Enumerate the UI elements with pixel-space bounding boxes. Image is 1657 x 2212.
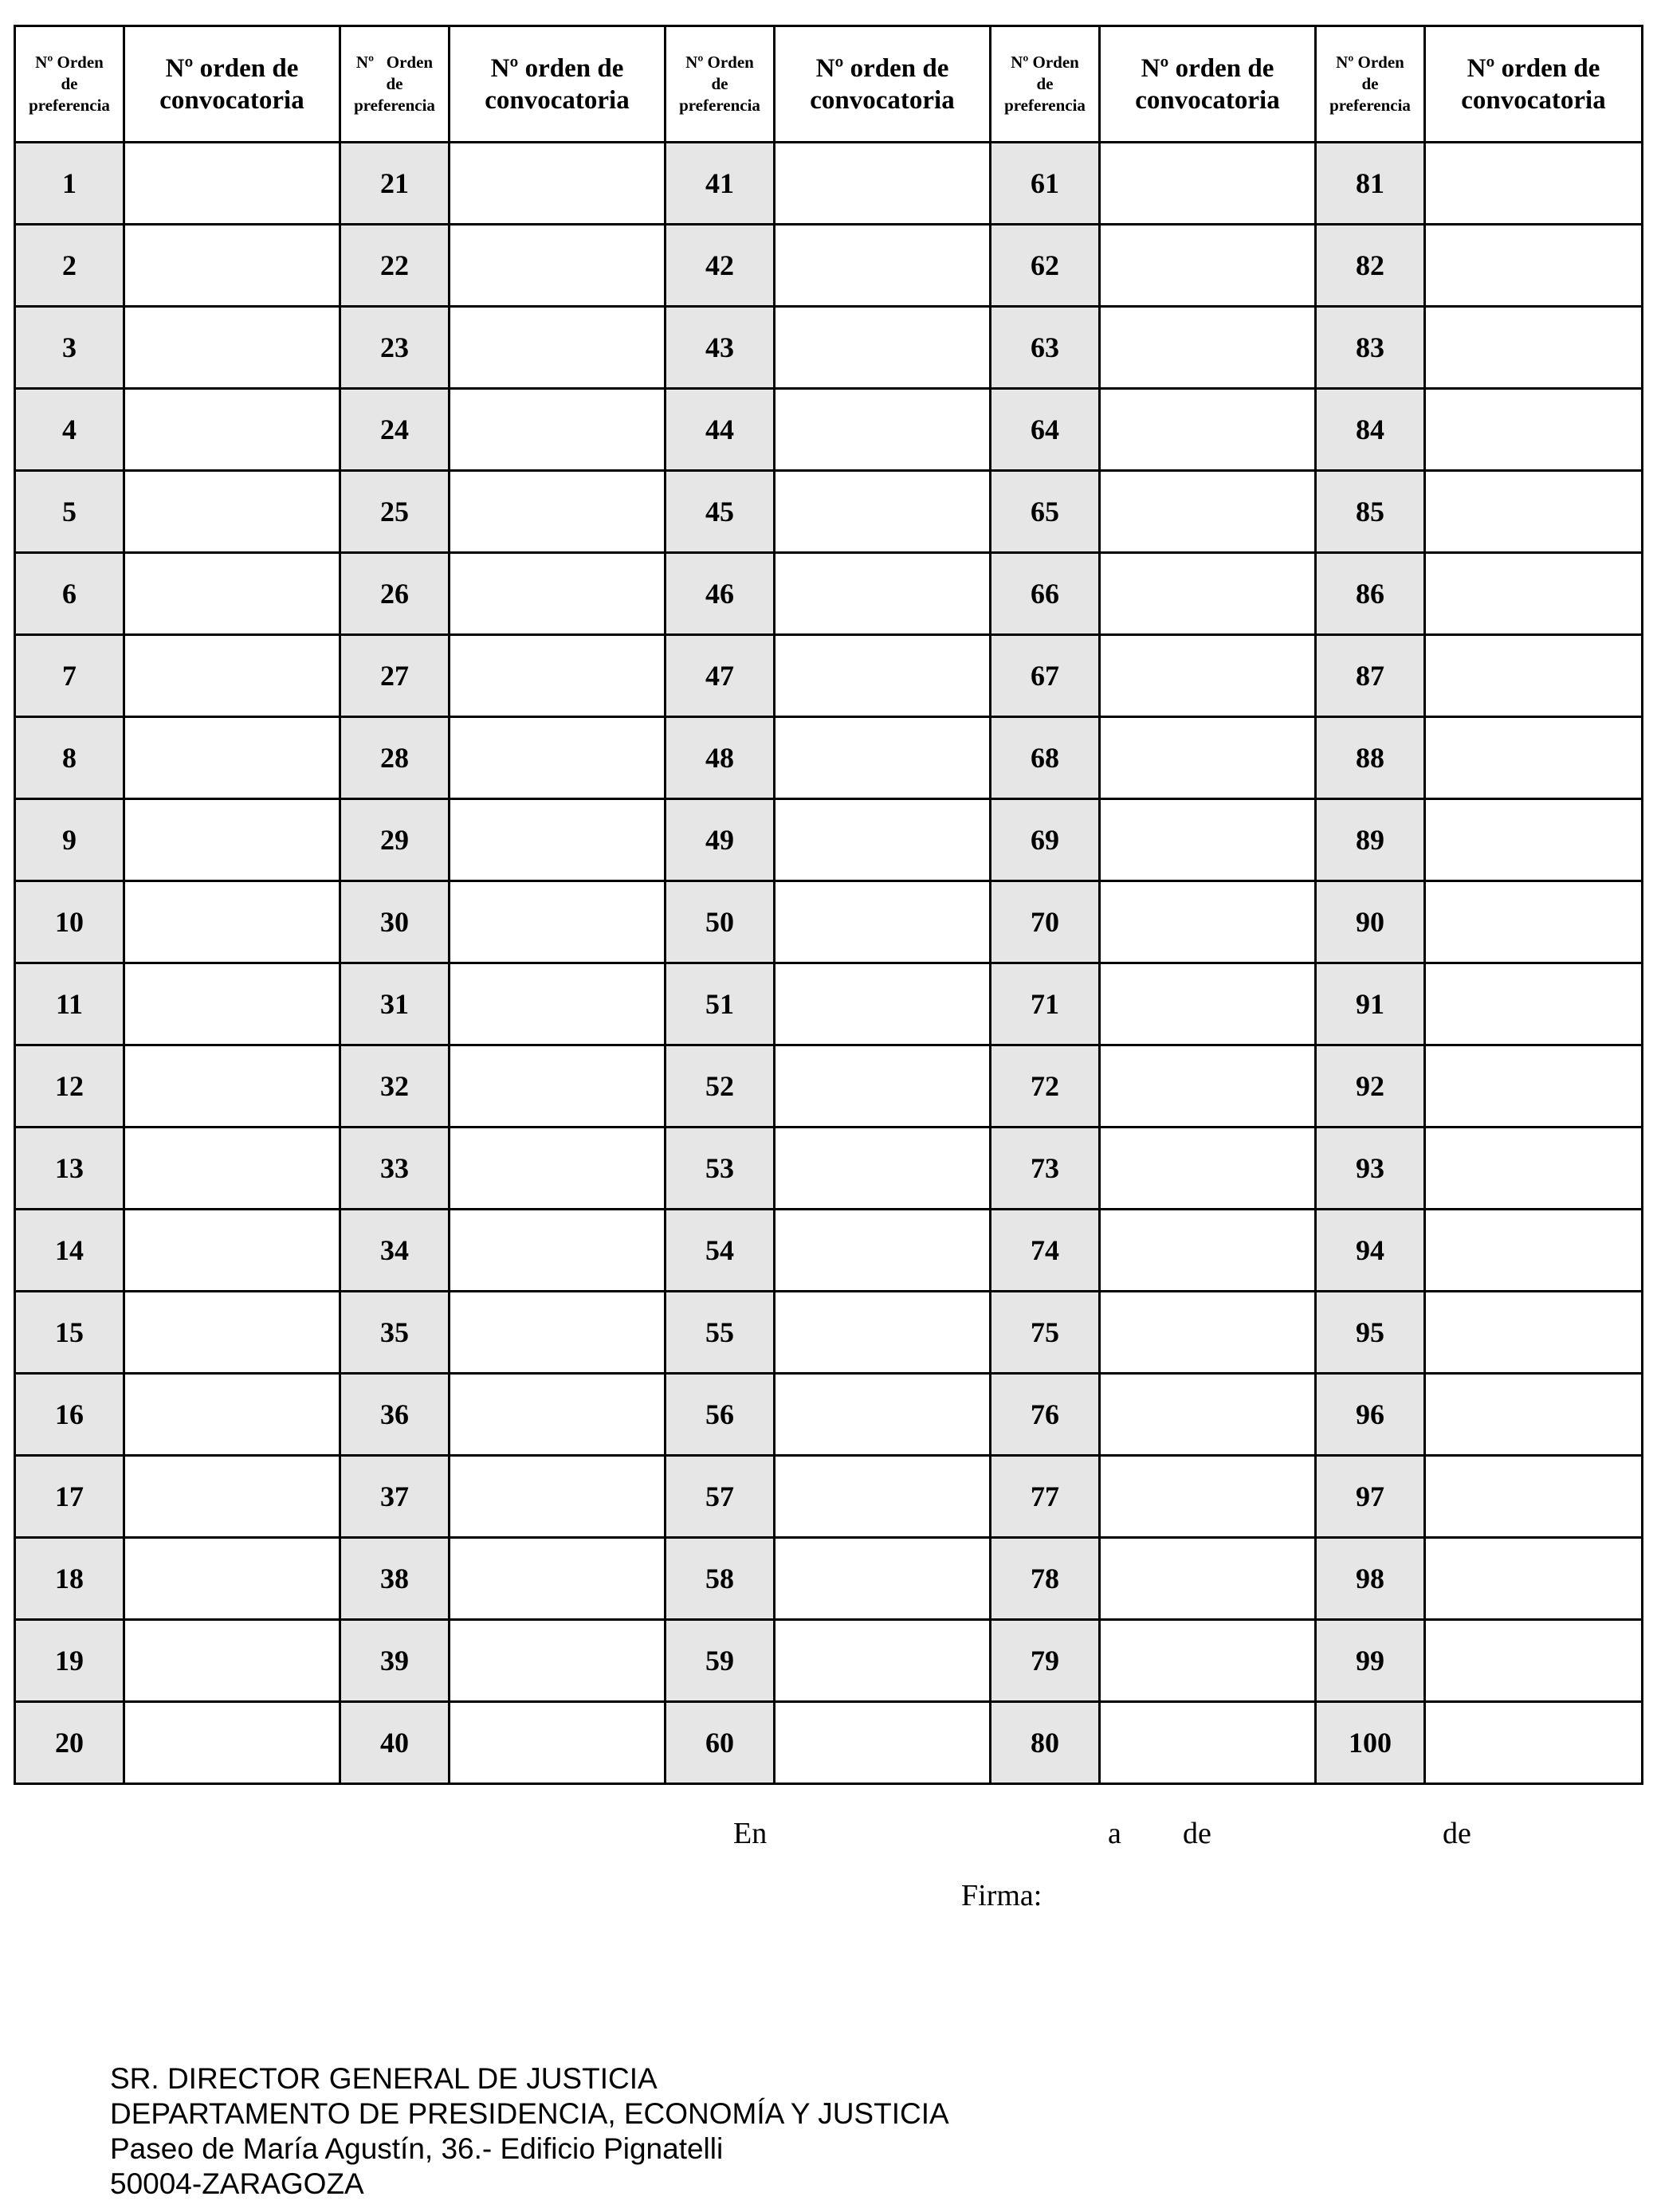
call-order-entry-cell[interactable] <box>1100 799 1316 881</box>
preference-number-cell: 59 <box>666 1620 775 1702</box>
preference-number-cell: 57 <box>666 1456 775 1538</box>
call-order-entry-cell[interactable] <box>450 1538 666 1620</box>
preference-number-cell: 10 <box>15 881 124 963</box>
call-order-entry-cell[interactable] <box>124 307 340 389</box>
preference-number-cell: 67 <box>991 635 1100 717</box>
call-order-entry-cell[interactable] <box>1425 1210 1643 1292</box>
call-order-entry-cell[interactable] <box>775 1210 991 1292</box>
address-recipient: SR. DIRECTOR GENERAL DE JUSTICIA <box>110 2062 658 2095</box>
preference-number-cell: 50 <box>666 881 775 963</box>
call-order-entry-cell[interactable] <box>1425 963 1643 1045</box>
call-order-entry-cell[interactable] <box>450 471 666 553</box>
preference-number-cell: 20 <box>15 1702 124 1784</box>
call-order-entry-cell[interactable] <box>1100 717 1316 799</box>
preference-number-cell: 49 <box>666 799 775 881</box>
call-order-entry-cell[interactable] <box>775 635 991 717</box>
preference-number-cell: 31 <box>340 963 450 1045</box>
preference-number-cell: 64 <box>991 389 1100 471</box>
preference-table <box>14 25 1643 1785</box>
header-call-order: Nº orden de convocatoria <box>450 26 666 143</box>
call-order-entry-cell[interactable] <box>450 1045 666 1128</box>
preference-number-cell: 99 <box>1316 1620 1425 1702</box>
call-order-entry-cell[interactable] <box>450 1456 666 1538</box>
call-order-entry-cell[interactable] <box>450 881 666 963</box>
call-order-entry-cell[interactable] <box>124 225 340 307</box>
preference-number-cell: 13 <box>15 1128 124 1210</box>
preference-number-cell: 84 <box>1316 389 1425 471</box>
preference-number-cell: 87 <box>1316 635 1425 717</box>
preference-number-cell: 65 <box>991 471 1100 553</box>
preference-number-cell: 21 <box>340 143 450 225</box>
call-order-entry-cell[interactable] <box>124 799 340 881</box>
preference-number-cell: 30 <box>340 881 450 963</box>
call-order-entry-cell[interactable] <box>1100 635 1316 717</box>
call-order-entry-cell[interactable] <box>1100 1538 1316 1620</box>
call-order-entry-cell[interactable] <box>450 1374 666 1456</box>
call-order-entry-cell[interactable] <box>1425 799 1643 881</box>
call-order-entry-cell[interactable] <box>1425 1292 1643 1374</box>
preference-number-cell: 18 <box>15 1538 124 1620</box>
preference-number-cell: 89 <box>1316 799 1425 881</box>
table-row <box>15 225 1643 307</box>
table-row <box>15 1128 1643 1210</box>
call-order-entry-cell[interactable] <box>1425 1128 1643 1210</box>
address-department: DEPARTAMENTO DE PRESIDENCIA, ECONOMÍA Y JUSTICIA <box>110 2097 949 2130</box>
table-row <box>15 1374 1643 1456</box>
table-row <box>15 1210 1643 1292</box>
call-order-entry-cell[interactable] <box>124 1538 340 1620</box>
preference-number-cell: 83 <box>1316 307 1425 389</box>
table-row <box>15 1045 1643 1128</box>
preference-number-cell: 96 <box>1316 1374 1425 1456</box>
table-row <box>15 1620 1643 1702</box>
preference-number-cell: 39 <box>340 1620 450 1702</box>
preference-number-cell: 9 <box>15 799 124 881</box>
call-order-entry-cell[interactable] <box>450 1128 666 1210</box>
preference-number-cell: 74 <box>991 1210 1100 1292</box>
call-order-entry-cell[interactable] <box>450 143 666 225</box>
preference-number-cell: 93 <box>1316 1128 1425 1210</box>
preference-number-cell: 37 <box>340 1456 450 1538</box>
call-order-entry-cell[interactable] <box>775 717 991 799</box>
call-order-entry-cell[interactable] <box>1425 389 1643 471</box>
preference-number-cell: 19 <box>15 1620 124 1702</box>
preference-number-cell: 43 <box>666 307 775 389</box>
call-order-entry-cell[interactable] <box>775 1702 991 1784</box>
preference-number-cell: 85 <box>1316 471 1425 553</box>
table-row <box>15 799 1643 881</box>
call-order-entry-cell[interactable] <box>1425 881 1643 963</box>
preference-number-cell: 6 <box>15 553 124 635</box>
preference-number-cell: 82 <box>1316 225 1425 307</box>
call-order-entry-cell[interactable] <box>450 1292 666 1374</box>
preference-number-cell: 75 <box>991 1292 1100 1374</box>
year-label: de <box>1443 1817 1471 1850</box>
address-city: 50004-ZARAGOZA <box>110 2167 364 2200</box>
preference-number-cell: 81 <box>1316 143 1425 225</box>
preference-number-cell: 54 <box>666 1210 775 1292</box>
call-order-entry-cell[interactable] <box>1100 1620 1316 1702</box>
table-row <box>15 307 1643 389</box>
call-order-entry-cell[interactable] <box>1425 635 1643 717</box>
call-order-entry-cell[interactable] <box>124 1128 340 1210</box>
call-order-entry-cell[interactable] <box>775 553 991 635</box>
preference-number-cell: 95 <box>1316 1292 1425 1374</box>
preference-number-cell: 22 <box>340 225 450 307</box>
preference-number-cell: 77 <box>991 1456 1100 1538</box>
call-order-entry-cell[interactable] <box>1100 1045 1316 1128</box>
call-order-entry-cell[interactable] <box>1425 307 1643 389</box>
call-order-entry-cell[interactable] <box>775 143 991 225</box>
month-label: de <box>1183 1817 1211 1850</box>
call-order-entry-cell[interactable] <box>1100 881 1316 963</box>
header-preference-order: Nº Orden de preferencia <box>1316 26 1425 143</box>
preference-number-cell: 68 <box>991 717 1100 799</box>
signature-label: Firma: <box>961 1879 1042 1912</box>
preference-number-cell: 47 <box>666 635 775 717</box>
table-row <box>15 717 1643 799</box>
call-order-entry-cell[interactable] <box>775 1456 991 1538</box>
preference-number-cell: 23 <box>340 307 450 389</box>
preference-number-cell: 44 <box>666 389 775 471</box>
preference-number-cell: 56 <box>666 1374 775 1456</box>
call-order-entry-cell[interactable] <box>775 307 991 389</box>
preference-number-cell: 42 <box>666 225 775 307</box>
table-row <box>15 1702 1643 1784</box>
call-order-entry-cell[interactable] <box>1100 1210 1316 1292</box>
call-order-entry-cell[interactable] <box>775 1374 991 1456</box>
header-preference-order: Nº Orden de preferencia <box>15 26 124 143</box>
preference-number-cell: 25 <box>340 471 450 553</box>
call-order-entry-cell[interactable] <box>1100 1456 1316 1538</box>
preference-number-cell: 26 <box>340 553 450 635</box>
call-order-entry-cell[interactable] <box>450 1210 666 1292</box>
preference-number-cell: 60 <box>666 1702 775 1784</box>
table-header-row <box>15 26 1643 143</box>
preference-number-cell: 58 <box>666 1538 775 1620</box>
table-row <box>15 471 1643 553</box>
preference-number-cell: 79 <box>991 1620 1100 1702</box>
preference-number-cell: 92 <box>1316 1045 1425 1128</box>
call-order-entry-cell[interactable] <box>450 389 666 471</box>
preference-number-cell: 34 <box>340 1210 450 1292</box>
call-order-entry-cell[interactable] <box>450 1620 666 1702</box>
preference-number-cell: 70 <box>991 881 1100 963</box>
preference-number-cell: 78 <box>991 1538 1100 1620</box>
preference-number-cell: 52 <box>666 1045 775 1128</box>
preference-number-cell: 28 <box>340 717 450 799</box>
preference-number-cell: 71 <box>991 963 1100 1045</box>
preference-number-cell: 41 <box>666 143 775 225</box>
preference-number-cell: 16 <box>15 1374 124 1456</box>
header-call-order: Nº orden de convocatoria <box>775 26 991 143</box>
header-preference-order: Nº Orden de preferencia <box>340 26 450 143</box>
table-row <box>15 1538 1643 1620</box>
call-order-entry-cell[interactable] <box>124 1456 340 1538</box>
preference-number-cell: 100 <box>1316 1702 1425 1784</box>
header-call-order: Nº orden de convocatoria <box>1100 26 1316 143</box>
preference-number-cell: 5 <box>15 471 124 553</box>
preference-number-cell: 53 <box>666 1128 775 1210</box>
preference-number-cell: 33 <box>340 1128 450 1210</box>
preference-number-cell: 4 <box>15 389 124 471</box>
call-order-entry-cell[interactable] <box>1100 143 1316 225</box>
preference-number-cell: 38 <box>340 1538 450 1620</box>
call-order-entry-cell[interactable] <box>775 799 991 881</box>
header-call-order: Nº orden de convocatoria <box>124 26 340 143</box>
call-order-entry-cell[interactable] <box>1100 471 1316 553</box>
call-order-entry-cell[interactable] <box>775 225 991 307</box>
call-order-entry-cell[interactable] <box>775 1128 991 1210</box>
call-order-entry-cell[interactable] <box>1100 1292 1316 1374</box>
preference-number-cell: 91 <box>1316 963 1425 1045</box>
preference-number-cell: 97 <box>1316 1456 1425 1538</box>
call-order-entry-cell[interactable] <box>1100 553 1316 635</box>
table-row <box>15 553 1643 635</box>
preference-number-cell: 12 <box>15 1045 124 1128</box>
call-order-entry-cell[interactable] <box>124 1374 340 1456</box>
call-order-entry-cell[interactable] <box>450 799 666 881</box>
call-order-entry-cell[interactable] <box>450 307 666 389</box>
call-order-entry-cell[interactable] <box>1100 1128 1316 1210</box>
call-order-entry-cell[interactable] <box>450 225 666 307</box>
preference-number-cell: 45 <box>666 471 775 553</box>
call-order-entry-cell[interactable] <box>1100 1702 1316 1784</box>
table-row <box>15 881 1643 963</box>
preference-number-cell: 55 <box>666 1292 775 1374</box>
preference-number-cell: 35 <box>340 1292 450 1374</box>
call-order-entry-cell[interactable] <box>1100 389 1316 471</box>
preference-number-cell: 3 <box>15 307 124 389</box>
call-order-entry-cell[interactable] <box>124 1045 340 1128</box>
call-order-entry-cell[interactable] <box>1425 1456 1643 1538</box>
call-order-entry-cell[interactable] <box>450 963 666 1045</box>
preference-number-cell: 62 <box>991 225 1100 307</box>
call-order-entry-cell[interactable] <box>1100 1374 1316 1456</box>
call-order-entry-cell[interactable] <box>1425 717 1643 799</box>
preference-number-cell: 24 <box>340 389 450 471</box>
call-order-entry-cell[interactable] <box>124 1620 340 1702</box>
preference-number-cell: 51 <box>666 963 775 1045</box>
preference-number-cell: 8 <box>15 717 124 799</box>
call-order-entry-cell[interactable] <box>1425 143 1643 225</box>
call-order-entry-cell[interactable] <box>124 1702 340 1784</box>
call-order-entry-cell[interactable] <box>775 881 991 963</box>
preference-number-cell: 94 <box>1316 1210 1425 1292</box>
table-body <box>15 143 1643 1784</box>
call-order-entry-cell[interactable] <box>124 1210 340 1292</box>
preference-number-cell: 15 <box>15 1292 124 1374</box>
call-order-entry-cell[interactable] <box>124 143 340 225</box>
header-preference-order: Nº Orden de preferencia <box>991 26 1100 143</box>
call-order-entry-cell[interactable] <box>124 1292 340 1374</box>
call-order-entry-cell[interactable] <box>450 553 666 635</box>
call-order-entry-cell[interactable] <box>450 1702 666 1784</box>
table-row <box>15 1456 1643 1538</box>
preference-number-cell: 88 <box>1316 717 1425 799</box>
preference-number-cell: 32 <box>340 1045 450 1128</box>
preference-number-cell: 76 <box>991 1374 1100 1456</box>
call-order-entry-cell[interactable] <box>775 471 991 553</box>
preference-number-cell: 36 <box>340 1374 450 1456</box>
call-order-entry-cell[interactable] <box>775 963 991 1045</box>
call-order-entry-cell[interactable] <box>1100 307 1316 389</box>
call-order-entry-cell[interactable] <box>1425 1702 1643 1784</box>
table-row <box>15 963 1643 1045</box>
place-label: En <box>733 1817 768 1850</box>
preference-number-cell: 48 <box>666 717 775 799</box>
call-order-entry-cell[interactable] <box>775 1620 991 1702</box>
preference-number-cell: 61 <box>991 143 1100 225</box>
preference-number-cell: 29 <box>340 799 450 881</box>
call-order-entry-cell[interactable] <box>775 1045 991 1128</box>
preference-number-cell: 86 <box>1316 553 1425 635</box>
preference-number-cell: 66 <box>991 553 1100 635</box>
preference-number-cell: 11 <box>15 963 124 1045</box>
call-order-entry-cell[interactable] <box>124 881 340 963</box>
call-order-entry-cell[interactable] <box>775 1292 991 1374</box>
preference-number-cell: 27 <box>340 635 450 717</box>
preference-number-cell: 17 <box>15 1456 124 1538</box>
preference-number-cell: 7 <box>15 635 124 717</box>
call-order-entry-cell[interactable] <box>450 635 666 717</box>
call-order-entry-cell[interactable] <box>124 963 340 1045</box>
table-row <box>15 1292 1643 1374</box>
header-preference-order: Nº Orden de preferencia <box>666 26 775 143</box>
preference-number-cell: 72 <box>991 1045 1100 1128</box>
call-order-entry-cell[interactable] <box>124 471 340 553</box>
preference-number-cell: 46 <box>666 553 775 635</box>
preference-number-cell: 90 <box>1316 881 1425 963</box>
preference-number-cell: 40 <box>340 1702 450 1784</box>
preference-number-cell: 2 <box>15 225 124 307</box>
call-order-entry-cell[interactable] <box>1425 1620 1643 1702</box>
day-label: a <box>1108 1817 1121 1850</box>
call-order-entry-cell[interactable] <box>450 717 666 799</box>
call-order-entry-cell[interactable] <box>124 635 340 717</box>
preference-number-cell: 98 <box>1316 1538 1425 1620</box>
call-order-entry-cell[interactable] <box>1100 963 1316 1045</box>
call-order-entry-cell[interactable] <box>775 389 991 471</box>
call-order-entry-cell[interactable] <box>1425 1045 1643 1128</box>
call-order-entry-cell[interactable] <box>1425 225 1643 307</box>
preference-number-cell: 63 <box>991 307 1100 389</box>
call-order-entry-cell[interactable] <box>775 1538 991 1620</box>
call-order-entry-cell[interactable] <box>124 553 340 635</box>
table-row <box>15 635 1643 717</box>
preference-number-cell: 14 <box>15 1210 124 1292</box>
preference-number-cell: 69 <box>991 799 1100 881</box>
table-row <box>15 143 1643 225</box>
address-street: Paseo de María Agustín, 36.- Edificio Pignatelli <box>110 2132 724 2165</box>
call-order-entry-cell[interactable] <box>1425 553 1643 635</box>
header-call-order: Nº orden de convocatoria <box>1425 26 1643 143</box>
call-order-entry-cell[interactable] <box>1425 1374 1643 1456</box>
call-order-entry-cell[interactable] <box>1425 471 1643 553</box>
call-order-entry-cell[interactable] <box>1100 225 1316 307</box>
call-order-entry-cell[interactable] <box>124 389 340 471</box>
preference-number-cell: 73 <box>991 1128 1100 1210</box>
table-row <box>15 389 1643 471</box>
call-order-entry-cell[interactable] <box>124 717 340 799</box>
preference-number-cell: 80 <box>991 1702 1100 1784</box>
preference-number-cell: 1 <box>15 143 124 225</box>
call-order-entry-cell[interactable] <box>1425 1538 1643 1620</box>
